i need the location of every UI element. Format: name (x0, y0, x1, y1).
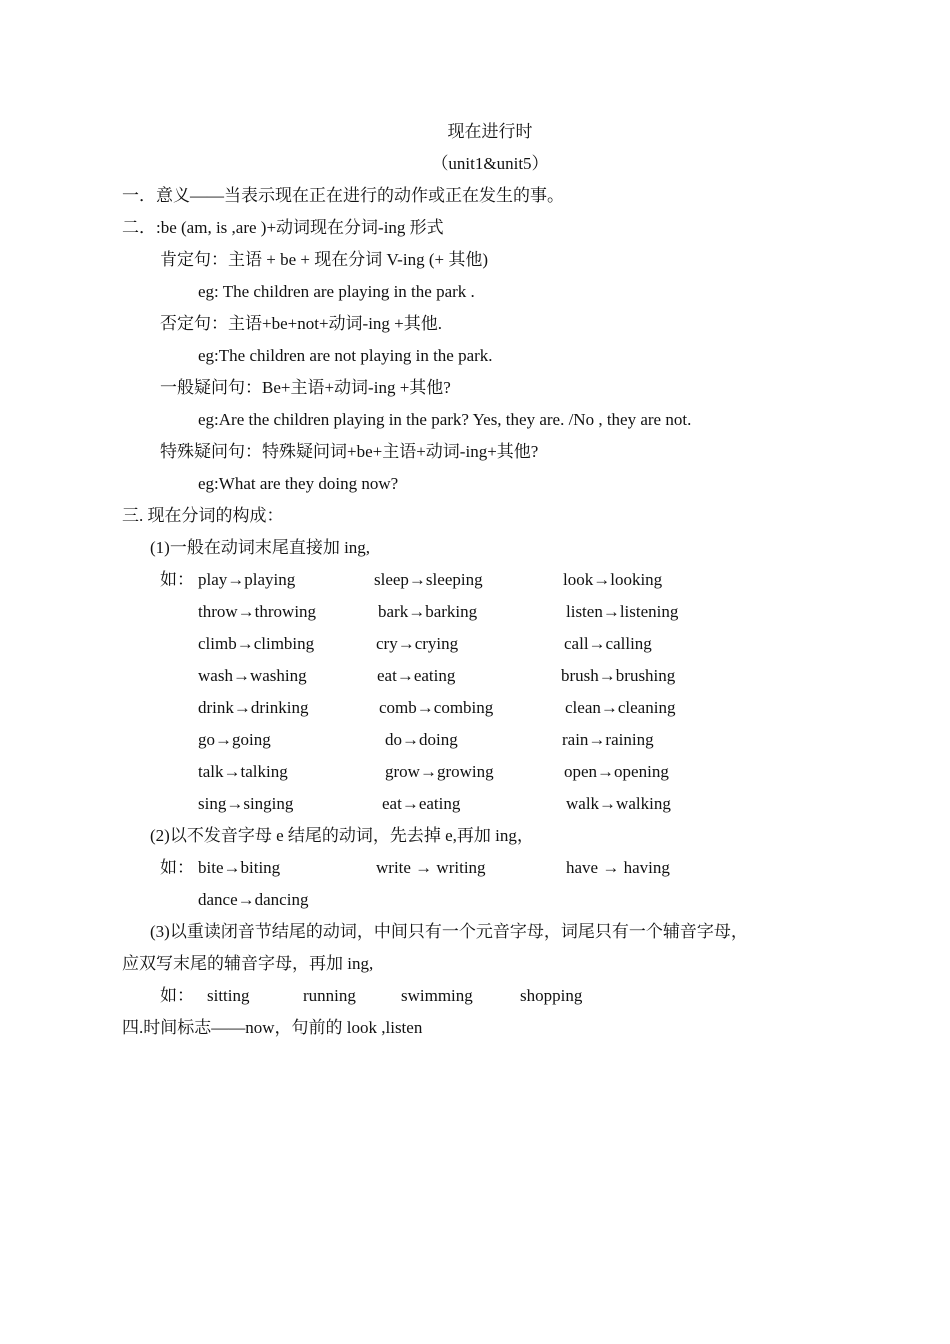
section-4-time-markers: 四.时间标志——now，句前的 look ,listen (122, 1018, 423, 1037)
rule-2-text: (2)以不发音字母 e 结尾的动词，先去掉 e,再加 ing， (150, 826, 534, 845)
word-pair: comb→combing (379, 698, 494, 717)
negative-example: eg:The children are not playing in the park. (198, 346, 493, 365)
section-1-meaning: 一．意义——当表示现在正在进行的动作或正在发生的事。 (122, 186, 564, 205)
word-pair: call→calling (564, 634, 652, 653)
example-word: shopping (520, 986, 583, 1005)
rule-3-prefix: 如： (160, 986, 194, 1005)
example-word: swimming (401, 986, 473, 1005)
word-pair: dance→dancing (198, 890, 309, 909)
word-pair: drink→drinking (198, 698, 309, 717)
word-pair: eat→eating (382, 794, 461, 813)
section-3-heading: 三. 现在分词的构成： (122, 506, 284, 525)
page-title: 现在进行时 (447, 122, 533, 141)
general-question-rule: 一般疑问句：Be+主语+动词-ing +其他? (160, 378, 451, 397)
word-pair: clean→cleaning (565, 698, 676, 717)
word-pair: sleep→sleeping (374, 570, 483, 589)
word-pair: open→opening (564, 762, 669, 781)
word-pair: climb→climbing (198, 634, 315, 653)
word-pair: rain→raining (562, 730, 654, 749)
section-2-structure: 二．:be (am, is ,are )+动词现在分词-ing 形式 (122, 218, 444, 237)
word-pair: bark→barking (378, 602, 478, 621)
example-word: running (303, 986, 356, 1005)
word-pair: play→playing (198, 570, 296, 589)
word-pair: eat→eating (377, 666, 456, 685)
word-pair: throw→throwing (198, 602, 317, 621)
word-pair: wash→washing (198, 666, 307, 685)
affirmative-example: eg: The children are playing in the park . (198, 282, 475, 301)
rule-2-prefix: 如： (160, 858, 194, 877)
word-pair: go→going (198, 730, 271, 749)
rule-1-text: (1)一般在动词末尾直接加 ing, (150, 538, 371, 557)
general-question-example: eg:Are the children playing in the park? Yes, they are. /No , they are not. (198, 410, 692, 429)
negative-rule: 否定句：主语+be+not+动词-ing +其他. (160, 314, 443, 333)
word-pair: cry→crying (376, 634, 459, 653)
word-pair: brush→brushing (561, 666, 676, 685)
special-question-rule: 特殊疑问句：特殊疑问词+be+主语+动词-ing+其他? (160, 442, 539, 461)
affirmative-rule: 肯定句：主语 + be + 现在分词 V-ing (+ 其他) (160, 250, 488, 269)
word-pair: write → writing (376, 858, 486, 877)
word-pair: do→doing (385, 730, 458, 749)
rule-3-text-line-1: (3)以重读闭音节结尾的动词，中间只有一个元音字母，词尾只有一个辅音字母， (150, 922, 748, 941)
rule-1-prefix: 如： (160, 570, 194, 589)
rule-3-text-line-2: 应双写末尾的辅音字母，再加 ing, (122, 954, 374, 973)
word-pair: grow→growing (385, 762, 494, 781)
word-pair: look→looking (563, 570, 663, 589)
special-question-example: eg:What are they doing now? (198, 474, 399, 493)
word-pair: sing→singing (198, 794, 294, 813)
page-subtitle: （unit1&unit5） (431, 154, 549, 173)
word-pair: listen→listening (566, 602, 679, 621)
example-word: sitting (207, 986, 250, 1005)
word-pair: have → having (566, 858, 670, 877)
word-pair: talk→talking (198, 762, 288, 781)
word-pair: bite→biting (198, 858, 281, 877)
word-pair: walk→walking (566, 794, 671, 813)
